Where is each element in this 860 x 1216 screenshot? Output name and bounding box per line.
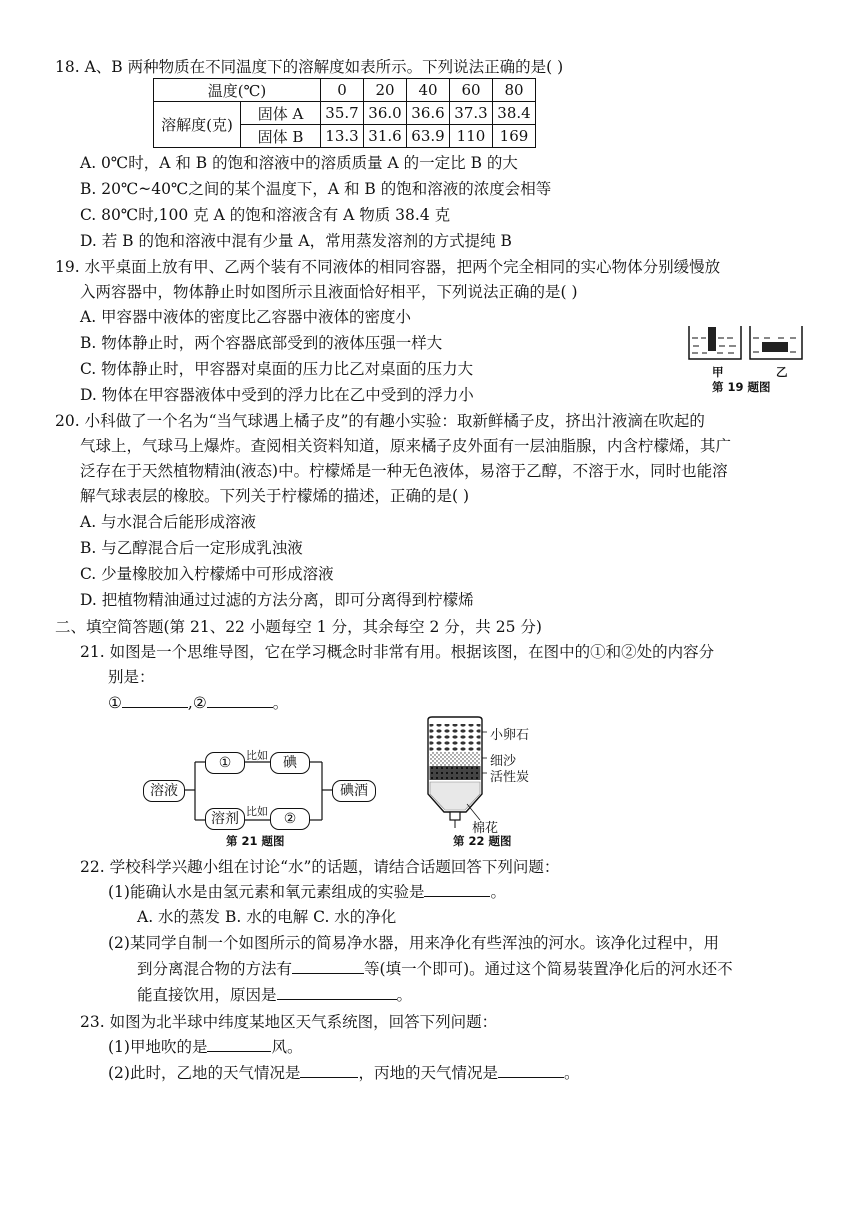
q23-part2-text2: ，丙地的天气情况是 <box>358 1064 498 1082</box>
q19-option-b: B. 物体静止时，两个容器底部受到的液体压强一样大 <box>80 334 443 352</box>
q22-part1-options: A. 水的蒸发 B. 水的电解 C. 水的净化 <box>137 908 397 926</box>
table-cell: 13.3 <box>321 125 364 148</box>
q22-part2-line2 <box>137 959 733 979</box>
map-node-solvent: 溶剂 <box>205 808 245 830</box>
q20-stem-line3: 泛存在于天然植物精油(液态)中。柠檬烯是一种无色液体，易溶于乙醇，不溶于水，同时也能溶 <box>80 462 728 480</box>
q23-stem: 23. 如图为北半球中纬度某地区天气系统图，回答下列问题： <box>80 1013 498 1031</box>
q22-part2-reason: 能直接饮用，原因是 <box>137 986 277 1004</box>
q22-part1-text: (1)能确认水是由氢元素和氧元素组成的实验是 <box>108 883 425 901</box>
table-cell: 36.6 <box>407 102 450 125</box>
q21-separator: ,② <box>187 694 207 712</box>
q19-option-a: A. 甲容器中液体的密度比乙容器中液体的密度小 <box>80 308 412 326</box>
q23-blank-2[interactable] <box>300 1063 358 1078</box>
q22-part2-end: 。 <box>396 986 413 1004</box>
q22-stem: 22. 学校科学兴趣小组在讨论“水”的话题，请结合话题回答下列问题： <box>80 858 560 876</box>
q19-stem-line1: 19. 水平桌面上放有甲、乙两个装有不同液体的相同容器，把两个完全相同的实心物体分别缓慢放 <box>55 258 721 276</box>
table-cell: 31.6 <box>364 125 407 148</box>
q22-part1-end: 。 <box>490 883 506 901</box>
q19-label-jia: 甲 <box>712 365 724 379</box>
q18-option-c: C. 80℃时,100 克 A 的饱和溶液含有 A 物质 38.4 克 <box>80 206 451 224</box>
q22-part2-text2: 等(填一个即可)。通过这个简易装置净化后的河水还不 <box>364 960 733 978</box>
table-cell: 35.7 <box>321 102 364 125</box>
q22-part2-line1: (2)某同学自制一个如图所示的简易净水器，用来净化有些浑浊的河水。该净化过程中，用 <box>108 934 719 952</box>
q23-blank-1[interactable] <box>207 1037 271 1052</box>
q23-part2 <box>108 1063 580 1083</box>
row-header: 溶解度(克) <box>154 102 241 148</box>
temp-cell: 60 <box>450 79 493 102</box>
temp-cell: 0 <box>321 79 364 102</box>
q22-part2-line3 <box>137 985 412 1005</box>
q19-containers-figure <box>686 322 806 364</box>
q18-option-b: B. 20℃~40℃之间的某个温度下，A 和 B 的饱和溶液的浓度会相等 <box>80 180 552 198</box>
section-2-heading: 二、填空简答题(第 21、22 小题每空 1 分，其余每空 2 分，共 25 分) <box>55 618 542 636</box>
q19-label-yi: 乙 <box>776 365 788 379</box>
filter-label-cotton: 棉花 <box>472 821 499 836</box>
temp-cell: 40 <box>407 79 450 102</box>
temp-cell: 80 <box>493 79 536 102</box>
q19-option-d: D. 物体在甲容器液体中受到的浮力比在乙中受到的浮力小 <box>80 386 474 404</box>
q22-caption: 第 22 题图 <box>453 834 512 848</box>
q21-blank-1[interactable] <box>122 693 188 708</box>
q18-option-d: D. 若 B 的饱和溶液中混有少量 A，常用蒸发溶剂的方式提纯 B <box>80 232 512 250</box>
row-label: 固体 B <box>241 125 321 148</box>
q23-part2-end: 。 <box>563 1064 580 1082</box>
q18-option-a: A. 0℃时，A 和 B 的饱和溶液中的溶质质量 A 的一定比 B 的大 <box>80 154 518 172</box>
q20-option-a: A. 与水混合后能形成溶液 <box>80 513 257 531</box>
table-cell: 110 <box>450 125 493 148</box>
q21-mark-1: ① <box>108 694 122 712</box>
map-node-tincture: 碘酒 <box>332 780 376 802</box>
water-filter-figure <box>420 716 490 831</box>
q21-stem-line2: 别是： <box>108 668 155 686</box>
solubility-table <box>153 78 536 148</box>
table-cell: 36.0 <box>364 102 407 125</box>
q18-stem: 18. A、B 两种物质在不同温度下的溶解度如表所示。下列说法正确的是( ) <box>55 58 564 76</box>
table-cell: 63.9 <box>407 125 450 148</box>
q23-part1 <box>108 1037 302 1057</box>
q23-part1-end: 风。 <box>271 1038 303 1056</box>
temp-header: 温度(℃) <box>154 79 321 102</box>
q23-part2-text: (2)此时，乙地的天气情况是 <box>108 1064 301 1082</box>
table-cell: 37.3 <box>450 102 493 125</box>
q22-part1 <box>108 882 506 902</box>
q19-caption: 第 19 题图 <box>712 380 771 394</box>
temp-cell: 20 <box>364 79 407 102</box>
q22-blank-3[interactable] <box>277 985 397 1000</box>
q21-caption: 第 21 题图 <box>226 834 285 848</box>
q20-stem-line2: 气球上，气球马上爆炸。查阅相关资料知道，原来橘子皮外面有一层油脂腺，内含柠檬烯，其广 <box>80 437 732 455</box>
q20-stem-line1: 20. 小科做了一个名为“当气球遇上橘子皮”的有趣小实验：取新鲜橘子皮，挤出汁液滴在吹起的 <box>55 412 705 430</box>
row-label: 固体 A <box>241 102 321 125</box>
map-node-1: ① <box>205 752 245 774</box>
filter-label-carbon: 活性炭 <box>490 770 530 785</box>
q21-answer-line <box>108 693 288 713</box>
table-cell: 169 <box>493 125 536 148</box>
map-example-2: 比如 <box>246 805 268 818</box>
map-node-solution: 溶液 <box>143 780 185 802</box>
q21-stem-line1: 21. 如图是一个思维导图，它在学习概念时非常有用。根据该图，在图中的①和②处的内容分 <box>80 643 715 661</box>
q19-option-c: C. 物体静止时，甲容器对桌面的压力比乙对桌面的压力大 <box>80 360 474 378</box>
table-cell: 38.4 <box>493 102 536 125</box>
q19-stem-line2: 入两容器中，物体静止时如图所示且液面恰好相平，下列说法正确的是( ) <box>80 283 578 301</box>
map-example-1: 比如 <box>246 749 268 762</box>
q21-blank-2[interactable] <box>207 693 273 708</box>
filter-label-sand: 细沙 <box>490 754 517 769</box>
q22-part2-text: 到分离混合物的方法有 <box>137 960 293 978</box>
map-node-iodine: 碘 <box>270 752 310 774</box>
q20-option-c: C. 少量橡胶加入柠檬烯中可形成溶液 <box>80 565 334 583</box>
filter-label-pebbles: 小卵石 <box>490 728 530 743</box>
map-node-2: ② <box>270 808 310 830</box>
q23-blank-3[interactable] <box>498 1063 564 1078</box>
q20-option-b: B. 与乙醇混合后一定形成乳浊液 <box>80 539 303 557</box>
q22-blank-1[interactable] <box>424 882 490 897</box>
q23-part1-text: (1)甲地吹的是 <box>108 1038 208 1056</box>
q21-end: 。 <box>272 694 289 712</box>
q20-stem-line4: 解气球表层的橡胶。下列关于柠檬烯的描述，正确的是( ) <box>80 487 470 505</box>
q20-option-d: D. 把植物精油通过过滤的方法分离，即可分离得到柠檬烯 <box>80 591 474 609</box>
q22-blank-2[interactable] <box>292 959 364 974</box>
